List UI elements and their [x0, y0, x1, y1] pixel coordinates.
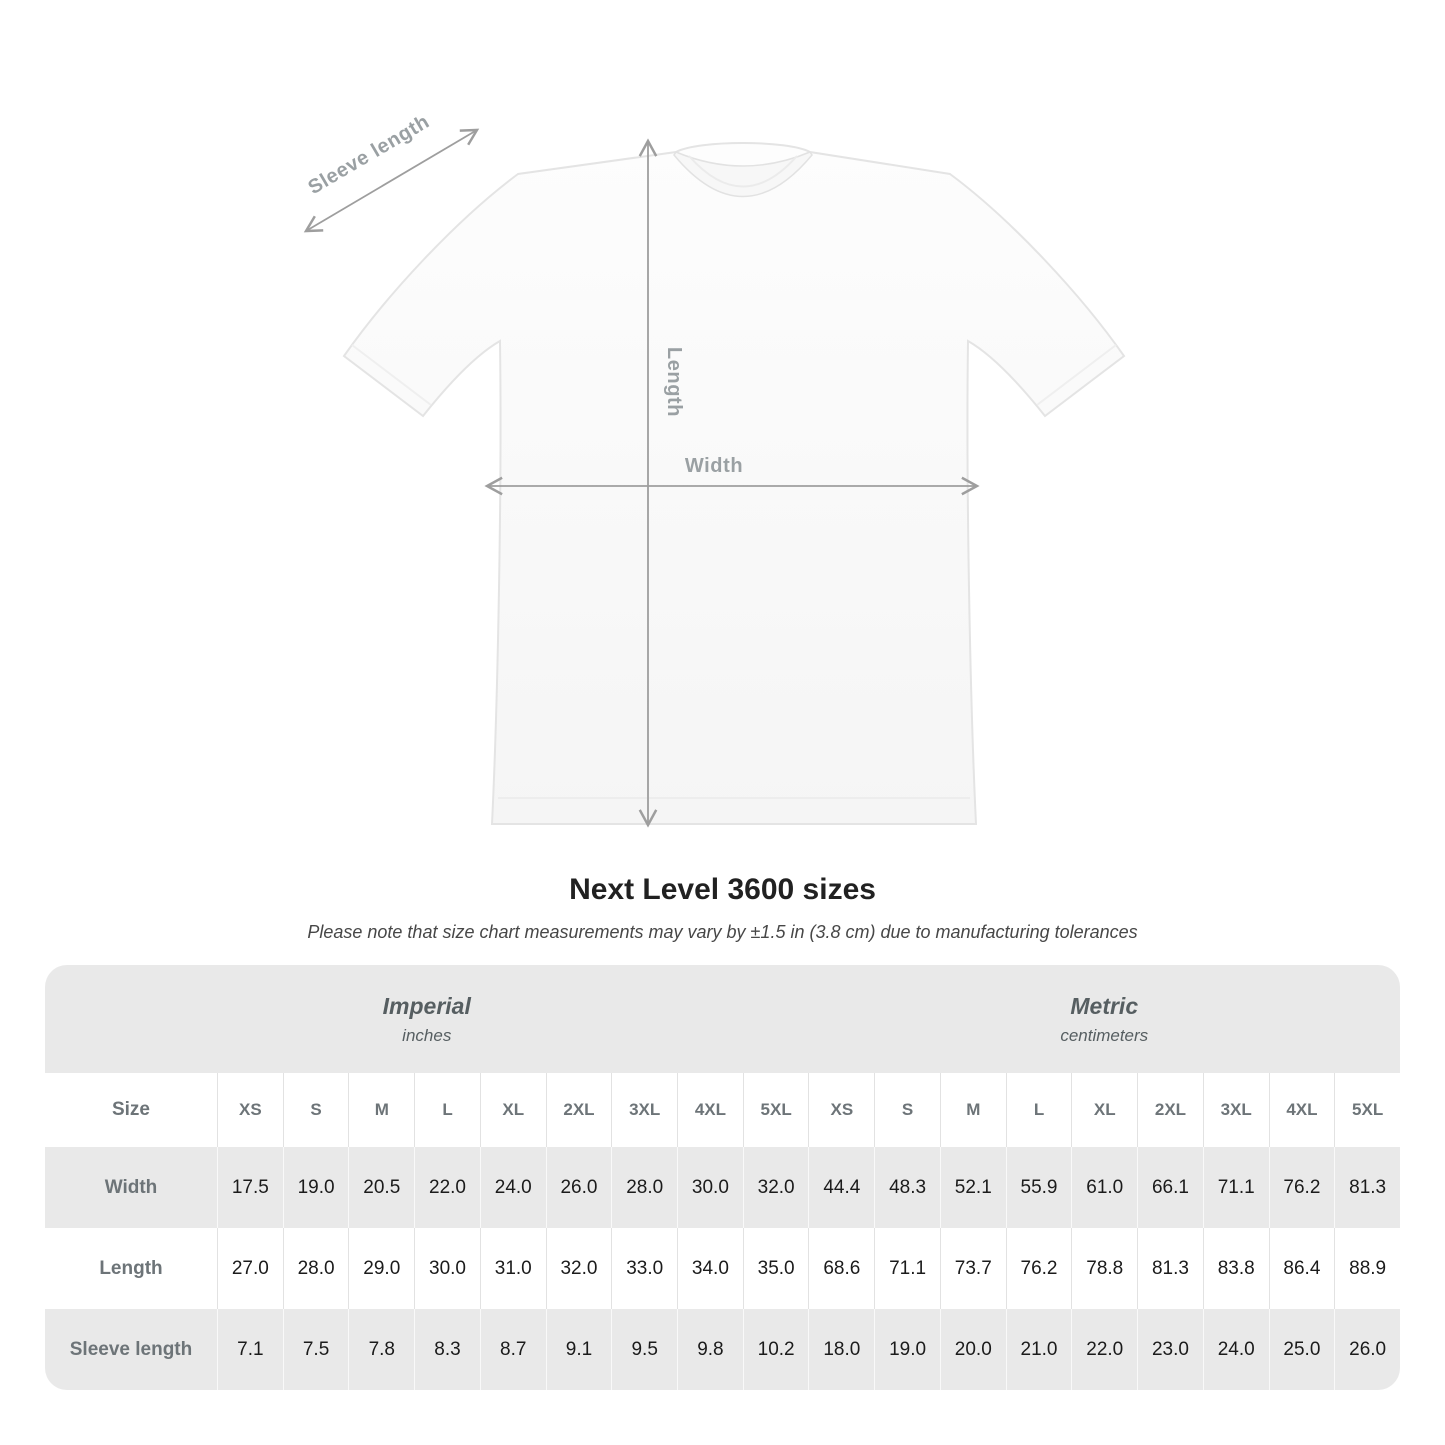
imperial-unit: inches — [402, 1025, 452, 1045]
table-row — [45, 1147, 1400, 1228]
value-cell: 71.1 — [1203, 1147, 1269, 1228]
unit-header-row — [45, 965, 1400, 1073]
size-header-cell: XL — [1071, 1073, 1137, 1147]
row-label: Length — [99, 1257, 163, 1279]
size-header-cell: L — [1006, 1073, 1072, 1147]
table-row — [45, 1228, 1400, 1309]
page-title: Next Level 3600 sizes — [569, 873, 876, 906]
size-header-cell: S — [874, 1073, 940, 1147]
metric-section-header — [809, 965, 1401, 1073]
value-cell: 32.0 — [546, 1228, 612, 1309]
value-cell: 28.0 — [611, 1147, 677, 1228]
value-cell: 30.0 — [414, 1228, 480, 1309]
value-cell: 29.0 — [348, 1228, 414, 1309]
metric-unit: centimeters — [1060, 1025, 1149, 1045]
value-cell: 17.5 — [217, 1147, 283, 1228]
size-header-cell: 5XL — [1334, 1073, 1400, 1147]
size-chart-table — [45, 965, 1400, 1390]
size-header-cell: 5XL — [743, 1073, 809, 1147]
value-cell: 76.2 — [1006, 1228, 1072, 1309]
tshirt-shape — [344, 143, 1124, 824]
value-cell: 44.4 — [808, 1147, 874, 1228]
value-cell: 33.0 — [611, 1228, 677, 1309]
imperial-section-header — [45, 965, 809, 1073]
value-cell: 22.0 — [1071, 1309, 1137, 1390]
value-cell: 73.7 — [940, 1228, 1006, 1309]
value-cell: 88.9 — [1334, 1228, 1400, 1309]
value-cell: 24.0 — [480, 1147, 546, 1228]
value-cell: 19.0 — [283, 1147, 349, 1228]
value-cell: 81.3 — [1137, 1228, 1203, 1309]
value-cell: 7.5 — [283, 1309, 349, 1390]
value-cell: 9.1 — [546, 1309, 612, 1390]
value-cell: 9.8 — [677, 1309, 743, 1390]
size-header-cell: XS — [808, 1073, 874, 1147]
size-header-cell: 2XL — [1137, 1073, 1203, 1147]
value-cell: 27.0 — [217, 1228, 283, 1309]
value-cell: 10.2 — [743, 1309, 809, 1390]
value-cell: 20.0 — [940, 1309, 1006, 1390]
size-header-cell: 4XL — [1269, 1073, 1335, 1147]
value-cell: 8.7 — [480, 1309, 546, 1390]
size-header-cell: XS — [217, 1073, 283, 1147]
value-cell: 25.0 — [1269, 1309, 1335, 1390]
value-cell: 68.6 — [808, 1228, 874, 1309]
value-cell: 28.0 — [283, 1228, 349, 1309]
size-header-cell: L — [414, 1073, 480, 1147]
value-cell: 21.0 — [1006, 1309, 1072, 1390]
size-header-cell: 4XL — [677, 1073, 743, 1147]
value-cell: 26.0 — [546, 1147, 612, 1228]
table-body — [45, 1147, 1400, 1390]
metric-label: Metric — [1070, 992, 1139, 1019]
value-cell: 66.1 — [1137, 1147, 1203, 1228]
size-column-header: Size — [111, 1099, 151, 1120]
value-cell: 32.0 — [743, 1147, 809, 1228]
tolerance-note: Please note that size chart measurements may vary by ±1.5 in (3.8 cm) due to manufacturing tolerances — [307, 922, 1138, 942]
value-cell: 83.8 — [1203, 1228, 1269, 1309]
value-cell: 78.8 — [1071, 1228, 1137, 1309]
value-cell: 30.0 — [677, 1147, 743, 1228]
value-cell: 24.0 — [1203, 1309, 1269, 1390]
value-cell: 7.1 — [217, 1309, 283, 1390]
size-header-cell: 2XL — [546, 1073, 612, 1147]
size-header-row — [45, 1073, 1400, 1147]
size-header-cell: 3XL — [1203, 1073, 1269, 1147]
value-cell: 9.5 — [611, 1309, 677, 1390]
value-cell: 76.2 — [1269, 1147, 1335, 1228]
size-header-cell: M — [348, 1073, 414, 1147]
size-header-cell: 3XL — [611, 1073, 677, 1147]
value-cell: 31.0 — [480, 1228, 546, 1309]
value-cell: 71.1 — [874, 1228, 940, 1309]
size-header-cell: XL — [480, 1073, 546, 1147]
size-header-cell: M — [940, 1073, 1006, 1147]
value-cell: 81.3 — [1334, 1147, 1400, 1228]
length-label: Length — [663, 346, 685, 418]
size-header-cell: S — [283, 1073, 349, 1147]
width-label: Width — [684, 455, 744, 477]
value-cell: 8.3 — [414, 1309, 480, 1390]
value-cell: 55.9 — [1006, 1147, 1072, 1228]
value-cell: 22.0 — [414, 1147, 480, 1228]
value-cell: 19.0 — [874, 1309, 940, 1390]
value-cell: 23.0 — [1137, 1309, 1203, 1390]
value-cell: 34.0 — [677, 1228, 743, 1309]
row-label: Width — [104, 1176, 158, 1198]
value-cell: 48.3 — [874, 1147, 940, 1228]
value-cell: 86.4 — [1269, 1228, 1335, 1309]
row-label: Sleeve length — [69, 1338, 193, 1360]
value-cell: 35.0 — [743, 1228, 809, 1309]
table-row — [45, 1309, 1400, 1390]
value-cell: 7.8 — [348, 1309, 414, 1390]
value-cell: 20.5 — [348, 1147, 414, 1228]
sleeve-length-label: Sleeve length — [304, 110, 434, 200]
value-cell: 18.0 — [808, 1309, 874, 1390]
value-cell: 52.1 — [940, 1147, 1006, 1228]
value-cell: 61.0 — [1071, 1147, 1137, 1228]
imperial-label: Imperial — [382, 992, 471, 1019]
value-cell: 26.0 — [1334, 1309, 1400, 1390]
